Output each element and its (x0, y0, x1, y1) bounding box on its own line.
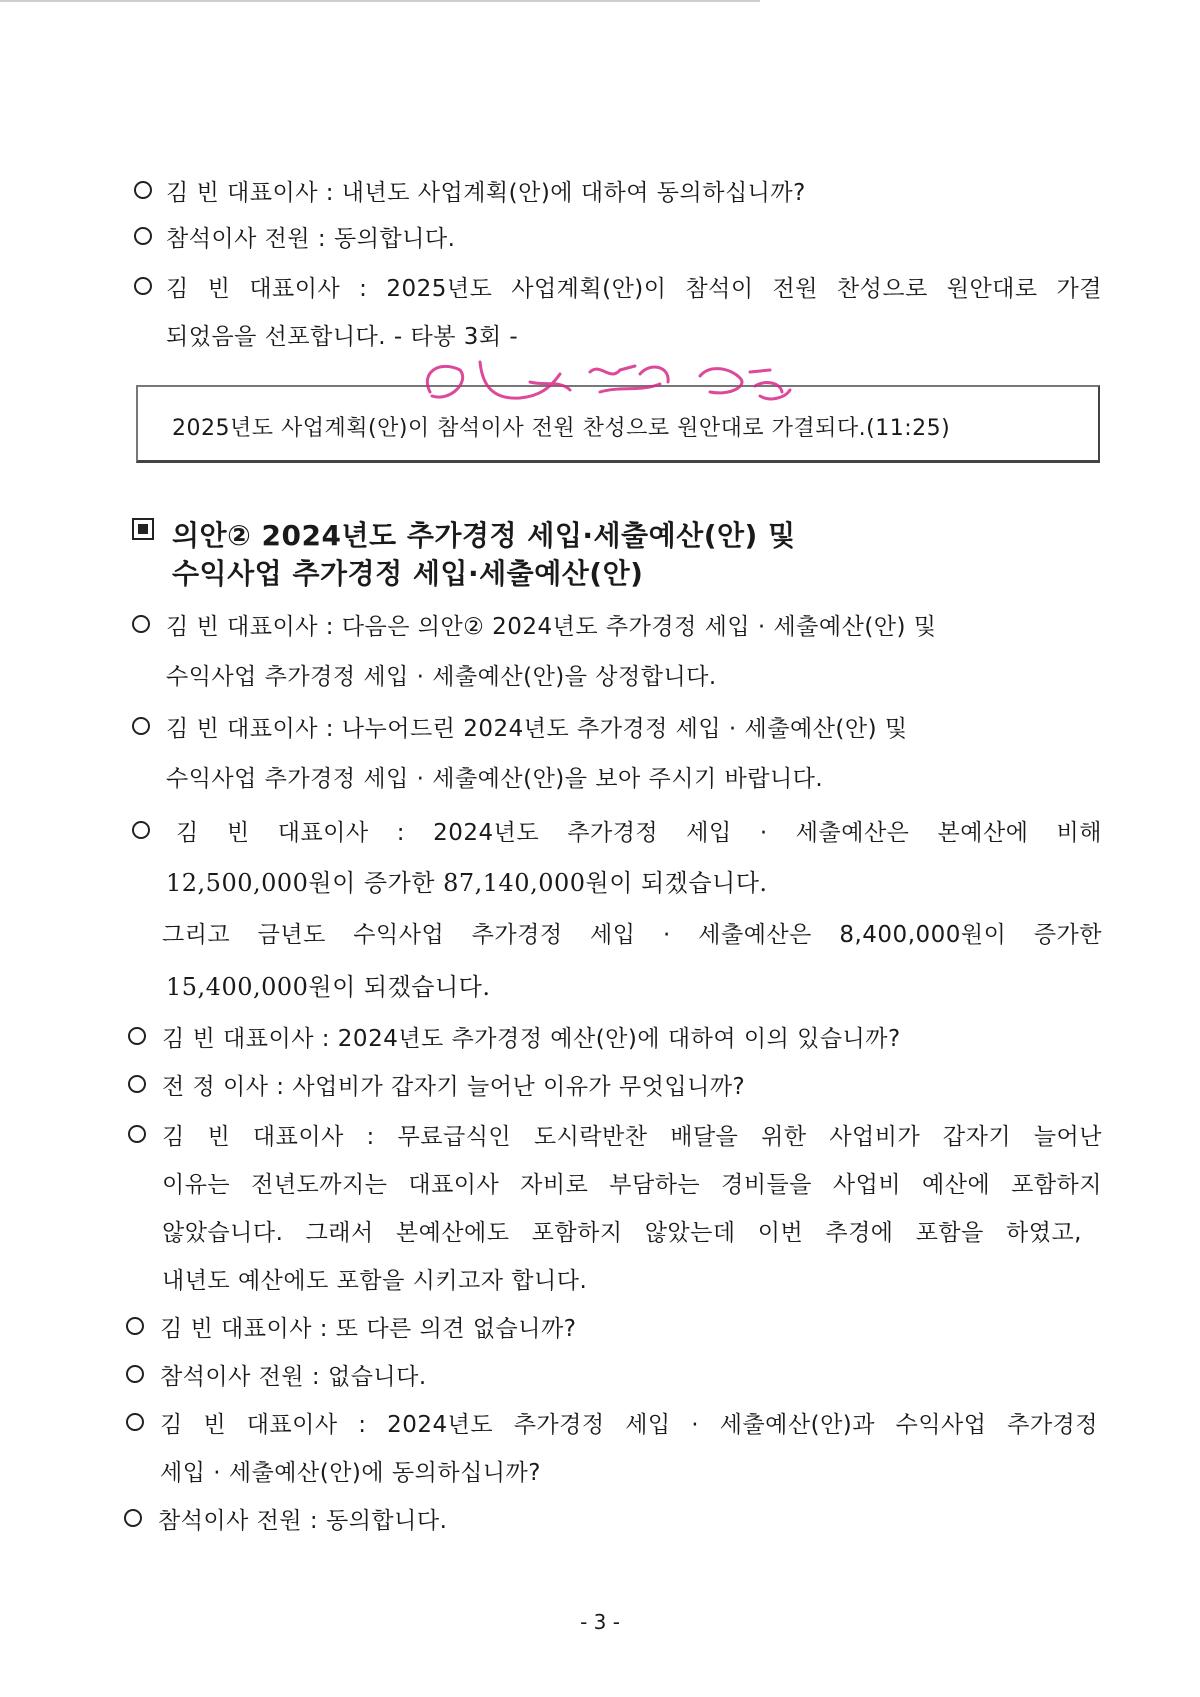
agenda-heading-sub: 수익사업 추가경정 세입·세출예산(안) (172, 557, 644, 590)
line-text: 김 빈 대표이사 : 2024년도 추가경정 세입 · 세출예산은 본예산에 비해 (176, 820, 1102, 846)
bullet-circle-icon (132, 821, 150, 839)
bullet-circle-icon (132, 717, 150, 735)
bullet-circle-icon (134, 181, 152, 199)
scan-edge (0, 0, 760, 2)
line-text: 김 빈 대표이사 : 무료급식인 도시락반찬 배달을 위한 사업비가 갑자기 늘어난 (162, 1124, 1102, 1150)
bullet-circle-icon (126, 1365, 144, 1383)
line-text: 김 빈 대표이사 : 2025년도 사업계획(안)이 참석이 전원 찬성으로 원안대로 가결 (166, 276, 1102, 302)
bullet-circle-icon (124, 1509, 142, 1527)
bullet-circle-icon (128, 1027, 146, 1045)
line-text: 되었음을 선포합니다. - 타봉 3회 - (166, 324, 519, 350)
line-text: 이유는 전년도까지는 대표이사 자비로 부담하는 경비들을 사업비 예산에 포함하지 (162, 1172, 1102, 1198)
line-text: 김 빈 대표이사 : 또 다른 의견 없습니까? (160, 1316, 577, 1342)
stamp-icon (410, 352, 850, 412)
line-text: 참석이사 전원 : 동의합니다. (166, 226, 456, 252)
line-text: 김 빈 대표이사 : 2024년도 추가경정 예산(안)에 대하여 이의 있습니까? (162, 1026, 901, 1052)
bullet-circle-icon (132, 615, 150, 633)
bullet-circle-icon (128, 1125, 146, 1143)
page-number: - 3 - (580, 1610, 620, 1634)
line-text: 김 빈 대표이사 : 2024년도 추가경정 세입 · 세출예산(안)과 수익사업 추가경정 (160, 1412, 1098, 1438)
line-text: 김 빈 대표이사 : 내년도 사업계획(안)에 대하여 동의하십니까? (166, 180, 806, 206)
line-text: 김 빈 대표이사 : 다음은 의안② 2024년도 추가경정 세입 · 세출예산(안) 및 (166, 614, 937, 640)
bullet-circle-icon (134, 277, 152, 295)
bullet-circle-icon (134, 227, 152, 245)
line-text: 전 정 이사 : 사업비가 갑자기 늘어난 이유가 무엇입니까? (162, 1074, 746, 1100)
line-text: 참석이사 전원 : 없습니다. (160, 1364, 427, 1390)
line-text: 수익사업 추가경정 세입 · 세출예산(안)을 상정합니다. (166, 664, 717, 690)
line-text: 수익사업 추가경정 세입 · 세출예산(안)을 보아 주시기 바랍니다. (166, 766, 824, 792)
line-text: 15,400,000원이 되겠습니다. (166, 973, 491, 1001)
agenda-heading: 의안② 2024년도 추가경정 세입·세출예산(안) 및 (172, 519, 796, 552)
line-text: 참석이사 전원 : 동의합니다. (158, 1508, 448, 1534)
line-text: 않았습니다. 그래서 본예산에도 포함하지 않았는데 이번 추경에 포함을 하였고, (162, 1220, 1082, 1246)
bullet-circle-icon (126, 1413, 144, 1431)
bullet-circle-icon (128, 1075, 146, 1093)
line-text: 12,500,000원이 증가한 87,140,000원이 되겠습니다. (166, 869, 768, 897)
resolution-text: 2025년도 사업계획(안)이 참석이사 전원 찬성으로 원안대로 가결되다.(11:25) (172, 416, 951, 441)
line-text: 내년도 예산에도 포함을 시키고자 합니다. (162, 1268, 588, 1294)
heading-bullet-icon (132, 518, 154, 540)
line-text: 김 빈 대표이사 : 나누어드린 2024년도 추가경정 세입 · 세출예산(안) 및 (166, 716, 908, 742)
line-text: 그리고 금년도 수익사업 추가경정 세입 · 세출예산은 8,400,000원이 증가한 (162, 922, 1102, 948)
line-text: 세입 · 세출예산(안)에 동의하십니까? (160, 1460, 541, 1486)
bullet-circle-icon (126, 1317, 144, 1335)
